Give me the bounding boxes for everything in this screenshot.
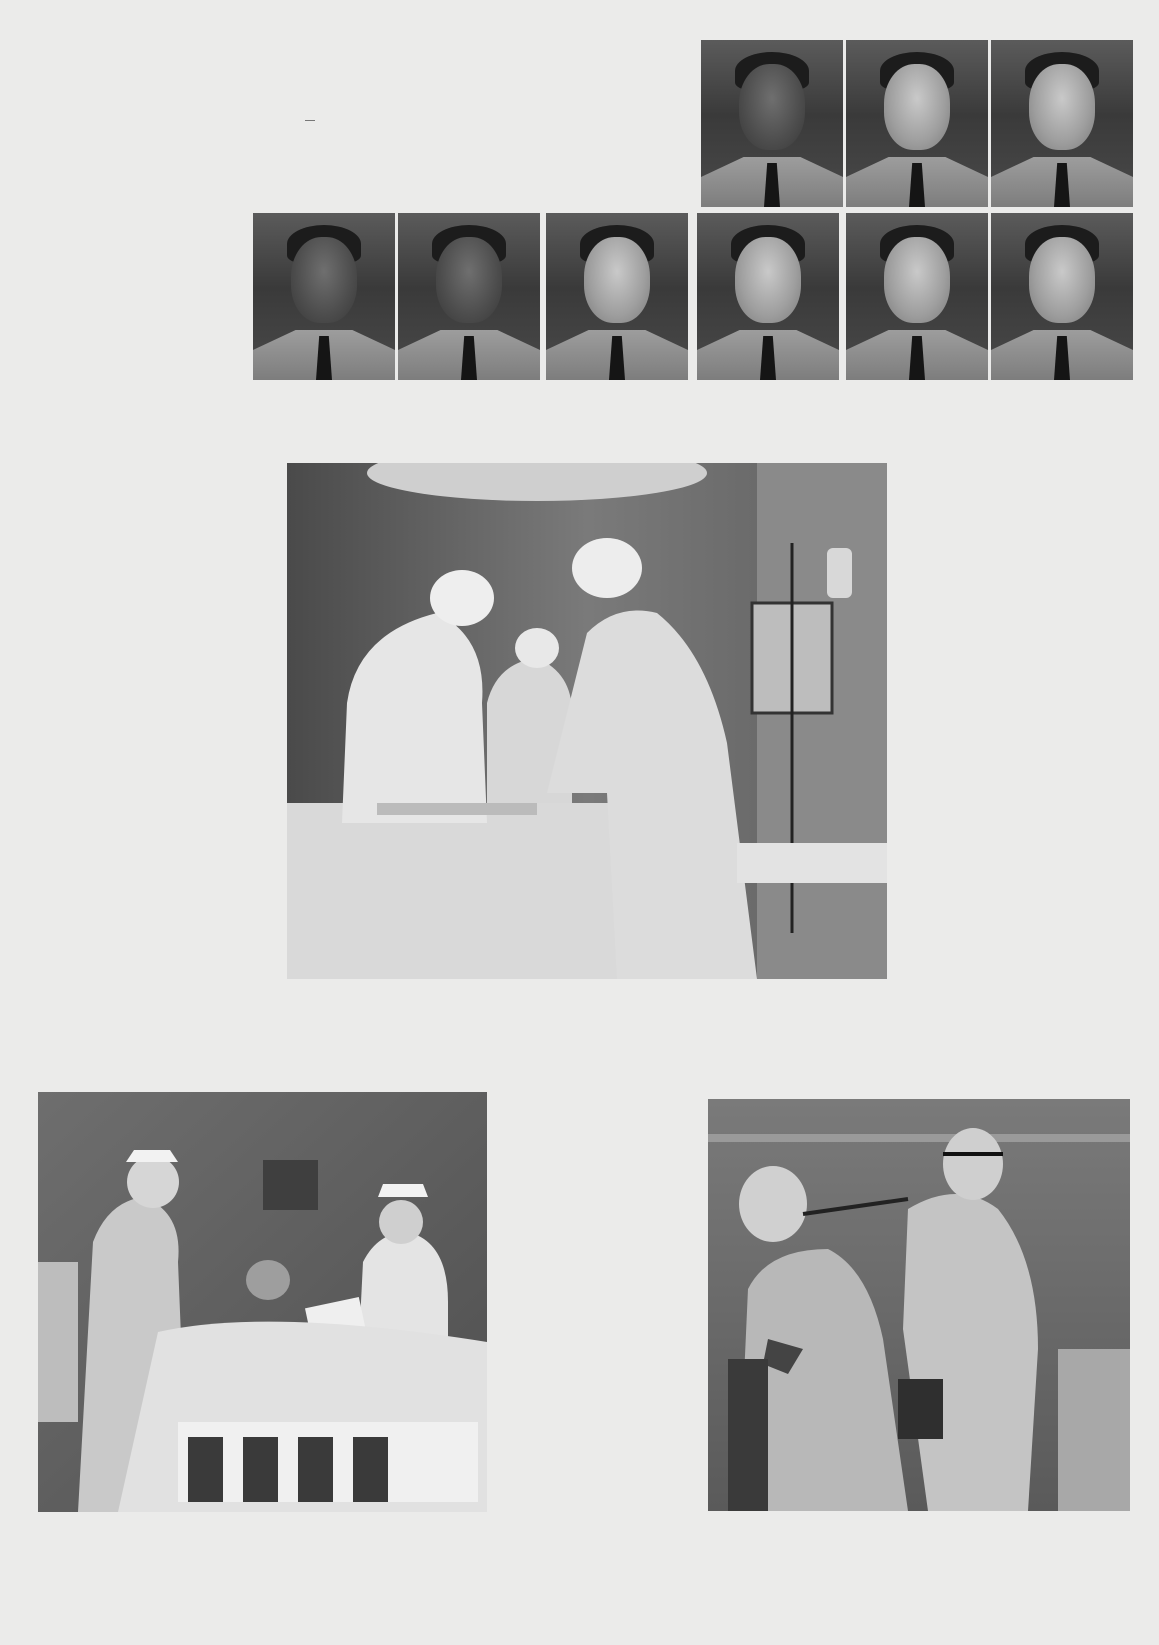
surgery-photo — [287, 463, 887, 979]
portrait-photo — [697, 213, 839, 380]
portrait-photo — [991, 40, 1133, 207]
dental-photo — [708, 1099, 1130, 1511]
portrait-photo — [701, 40, 843, 207]
portrait-photo — [253, 213, 395, 380]
portrait-photo — [846, 40, 988, 207]
portrait-photo — [398, 213, 540, 380]
portrait-photo — [846, 213, 988, 380]
helping-hand-photo — [38, 1092, 487, 1512]
portrait-photo — [991, 213, 1133, 380]
portrait-photo — [546, 213, 688, 380]
stray-mark — [305, 120, 315, 121]
